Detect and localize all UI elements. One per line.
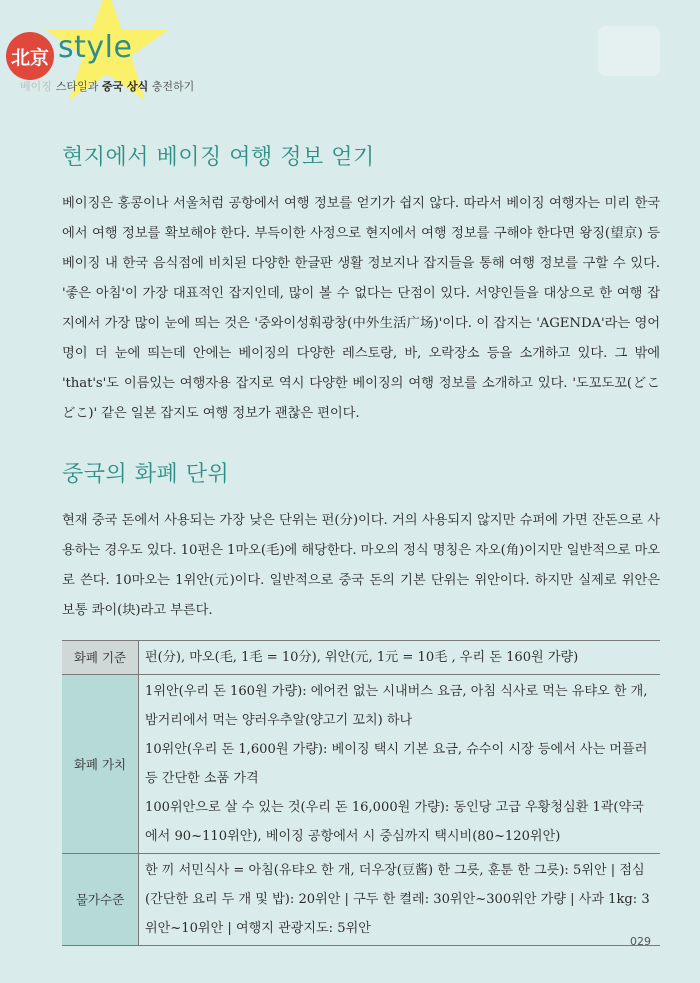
row-content: [139, 854, 661, 946]
table-row: [62, 641, 660, 675]
row-label-value: 화폐 가치: [62, 675, 139, 854]
row-label-standard: 화폐 기준: [62, 641, 139, 675]
section2-title: 중국의 화폐 단위: [62, 462, 230, 487]
header-subtitle-bold: 중국 상식: [101, 80, 149, 93]
row-text: 10위안(우리 돈 1,600원 가량): 베이징 택시 기본 요금, 슈수이 시장 등에서 사는 머플러 등 간단한 소품 가격: [145, 742, 648, 786]
table-row: [62, 675, 660, 854]
badge-circle: 北京: [6, 32, 54, 80]
row-text: 펀(分), 마오(毛, 1毛 = 10分), 위안(元, 1元 = 10毛 , 우리 돈 160원 가량): [145, 650, 579, 665]
page-content: [62, 140, 660, 946]
header-title: style: [58, 30, 133, 65]
decorative-shape: [598, 26, 660, 76]
row-text: 100위안으로 살 수 있는 것(우리 돈 16,000원 가량): 동인당 고급 우황청심환 1곽(약국에서 90~110위안), 베이징 공항에서 시 중심까지 택시비(80~120위안): [145, 800, 644, 844]
header-subtitle: [20, 78, 194, 94]
currency-table: [62, 640, 660, 946]
row-text: 1위안(우리 돈 160원 가량): 에어컨 없는 시내버스 요금, 아침 식사로 먹는 유탸오 한 개, 밤거리에서 먹는 양러우추알(양고기 꼬치) 하나: [145, 684, 648, 728]
page-number: 029: [630, 935, 651, 948]
section1-title: 현지에서 베이징 여행 정보 얻기: [62, 145, 375, 170]
row-content: [139, 641, 661, 675]
header-subtitle-post: 충전하기: [148, 80, 195, 93]
header-subtitle-muted: 베이징: [20, 80, 52, 93]
table-row: [62, 854, 660, 946]
row-text: 한 끼 서민식사 = 아침(유탸오 한 개, 더우장(豆酱) 한 그릇, 훈툰 한 그릇): 5위안 | 점심(간단한 요리 두 개 및 밥): 20위안 | 구두 한 켤레: 30위안~300위안 가량 | 사과 1kg: 3위안~10위안 | 여행지 관광지도: 5위안: [145, 863, 650, 936]
row-label-prices: 물가수준: [62, 854, 139, 946]
page-header: [0, 0, 700, 110]
section1-body: 베이징은 홍콩이나 서울처럼 공항에서 여행 정보를 얻기가 쉽지 않다. 따라서 베이징 여행자는 미리 한국에서 여행 정보를 확보해야 한다. 부득이한 사정으로 현지에서 여행 정보를 구해야 한다면 왕징(望京) 등 베이징 내 한국 음식점에 비치된 다양한 한글판 생활 정보지나 잡지들을 통해 여행 정보를 구할 수 있다. '좋은 아침'이 가장 대표적인 잡지인데, 많이 볼 수 없다는 단점이 있다. 서양인들을 대상으로 한 여행 잡지에서 가장 많이 눈에 띄는 것은 '중와이성훠광창(中外生活广场)'이다. 이 잡지는 'AGENDA'라는 영어명이 더 눈에 띄는데 안에는 베이징의 다양한 레스토랑, 바, 오락장소 등을 소개하고 있다. 그 밖에 'that's'도 이름있는 여행자용 잡지로 역시 다양한 베이징의 여행 정보를 소개하고 있다. '도꼬도꼬(どこどこ)' 같은 일본 잡지도 여행 정보가 괜찮은 편이다.: [62, 196, 660, 421]
row-content: [139, 675, 661, 854]
section2-body: 현재 중국 돈에서 사용되는 가장 낮은 단위는 펀(分)이다. 거의 사용되지 않지만 슈퍼에 가면 잔돈으로 사용하는 경우도 있다. 10펀은 1마오(毛)에 해당한다. 마오의 정식 명칭은 자오(角)이지만 일반적으로 마오로 쓴다. 10마오는 1위안(元)이다. 일반적으로 중국 돈의 기본 단위는 위안이다. 하지만 실제로 위안은 보통 콰이(块)라고 부른다.: [62, 513, 660, 618]
header-subtitle-pre: 스타일과: [55, 80, 102, 93]
